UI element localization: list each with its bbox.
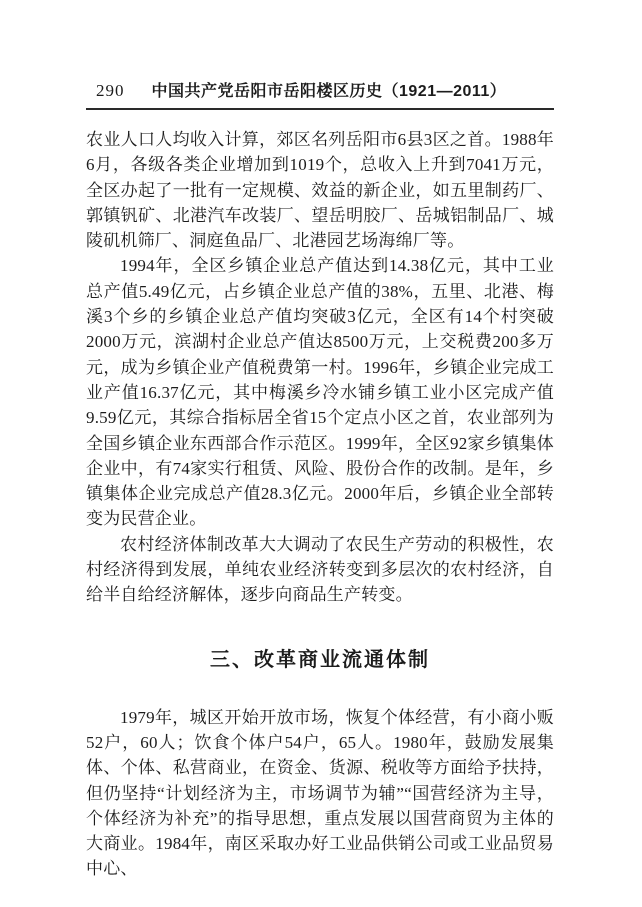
- paragraph: 1979年，城区开始开放市场，恢复个体经营，有小商小贩52户，60人；饮食个体户54户，65人。1980年，鼓励发展集体、个体、私营商业，在资金、货源、税收等方面给予扶持，但仍坚持“计划经济为主，市场调节为辅”“国营经济为主导，个体经济为补充”的指导思想，重点发展以国营商贸为主体的大商业。1984年，南区采取办好工业品供销公司或工业品贸易中心、: [86, 707, 554, 879]
- page-header: [86, 78, 554, 110]
- book-title: 中国共产党岳阳市岳阳楼区历史（1921—2011）: [151, 83, 507, 100]
- paragraph: 1994年，全区乡镇企业总产值达到14.38亿元，其中工业总产值5.49亿元，占乡镇企业总产值的38%，五里、北港、梅溪3个乡的乡镇企业总产值均突破3亿元，全区有14个村突破2000万元，滨湖村企业总产值达8500万元，上交税费200多万元，成为乡镇企业产值税费第一村。1996年，乡镇企业完成工业产值16.37亿元，其中梅溪乡冷水铺乡镇工业小区完成产值9.59亿元，其综合指标居全省15个定点小区之首，农业部列为全国乡镇企业东西部合作示范区。1999年，全区92家乡镇集体企业中，有74家实行租赁、风险、股份合作的改制。是年，乡镇集体企业完成总产值28.3亿元。2000年后，乡镇企业全部转变为民营企业。: [86, 256, 554, 529]
- paragraph-continuation: 农业人口人均收入计算，郊区名列岳阳市6县3区之首。1988年6月，各级各类企业增加到1019个，总收入上升到7041万元，全区办起了一批有一定规模、效益的新企业，如五里制药厂、郭镇钒矿、北港汽车改装厂、望岳明胶厂、岳城铝制品厂、城陵矶机筛厂、洞庭鱼品厂、北港园艺场海绵厂等。: [86, 130, 554, 251]
- page-number: 290: [96, 81, 125, 100]
- paragraph: 农村经济体制改革大大调动了农民生产劳动的积极性，农村经济得到发展，单纯农业经济转变到多层次的农村经济，自给半自给经济解体，逐步向商品生产转变。: [86, 534, 554, 605]
- section-heading: 三、改革商业流通体制: [210, 648, 430, 671]
- page-content: [86, 127, 554, 882]
